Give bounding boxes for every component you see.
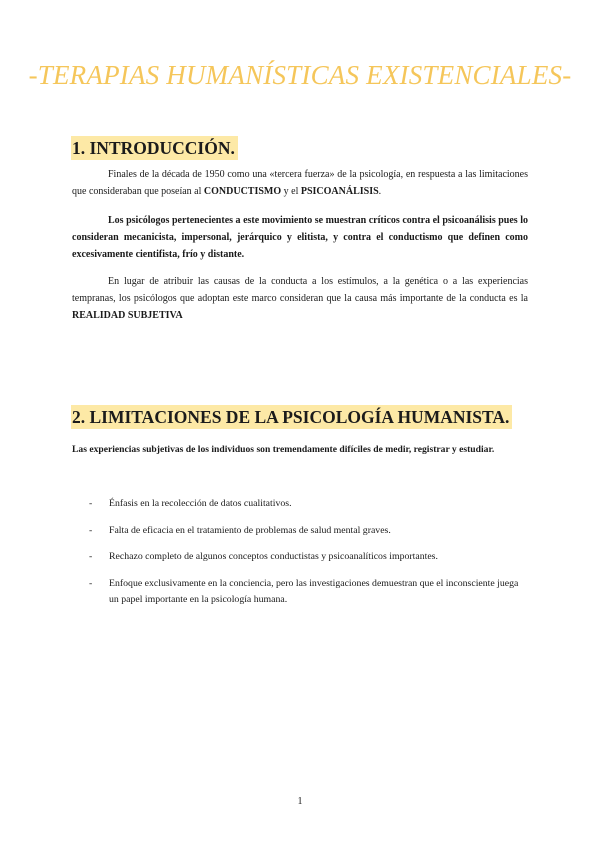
document-title: -TERAPIAS HUMANÍSTICAS EXISTENCIALES- [28,60,572,90]
bullet-dash: - [89,551,93,562]
limitations-lead-sentence: Las experiencias subjetivas de los individuos son tremendamente difíciles de medir, registrar y estudiar. [72,444,495,455]
list-item-text: Énfasis en la recolección de datos cualitativos. [109,498,292,509]
section-heading-introduccion: 1. INTRODUCCIÓN. [71,136,238,160]
term-conductismo: CONDUCTISMO [203,185,282,197]
list-item [89,549,529,565]
intro-paragraph-1-text-c: . [378,185,382,197]
list-item [89,523,529,539]
intro-paragraph-1-text-b: y el [281,185,301,197]
intro-paragraph-2 [72,213,528,263]
section-heading-limitaciones: 2. LIMITACIONES DE LA PSICOLOGÍA HUMANISTA. [71,405,512,429]
list-item-text: Enfoque exclusivamente en la conciencia, pero las investigaciones demuestran que el inconsciente juega un papel importante en la psicología humana. [109,577,519,605]
page-number: 1 [297,796,303,807]
term-realidad-subjetiva: REALIDAD SUBJETIVA [72,309,183,321]
limitations-list [89,496,529,618]
list-item-text: Rechazo completo de algunos conceptos conductistas y psicoanalíticos importantes. [109,551,438,562]
bullet-dash: - [89,498,93,509]
list-item [89,496,529,512]
bullet-dash: - [89,577,93,589]
list-item-text: Falta de eficacia en el tratamiento de problemas de salud mental graves. [109,524,391,536]
term-psicoanalisis: PSICOANÁLISIS [300,185,379,197]
intro-paragraph-1 [72,167,528,201]
intro-paragraph-3-text: En lugar de atribuir las causas de la conducta a los estímulos, a la genética o a las experiencias tempranas, los psicólogos que adoptan este marco consideran que la causa más importante de la conducta es la [72,276,528,304]
bullet-dash: - [89,524,93,536]
intro-paragraph-1-text-a: Finales de la década de 1950 como una «tercera fuerza» de la psicología, en respuesta a las limitaciones que consideraban que poseían al [72,169,528,197]
intro-paragraph-3 [72,274,528,324]
intro-paragraph-2-text: Los psicólogos pertenecientes a este movimiento se muestran críticos contra el psicoanálisis pues lo consideran mecanicista, impersonal, jerárquico y elitista, y contra el conductismo que definen como excesivamente cientifista, frío y distante. [72,215,528,260]
list-item [89,576,529,608]
